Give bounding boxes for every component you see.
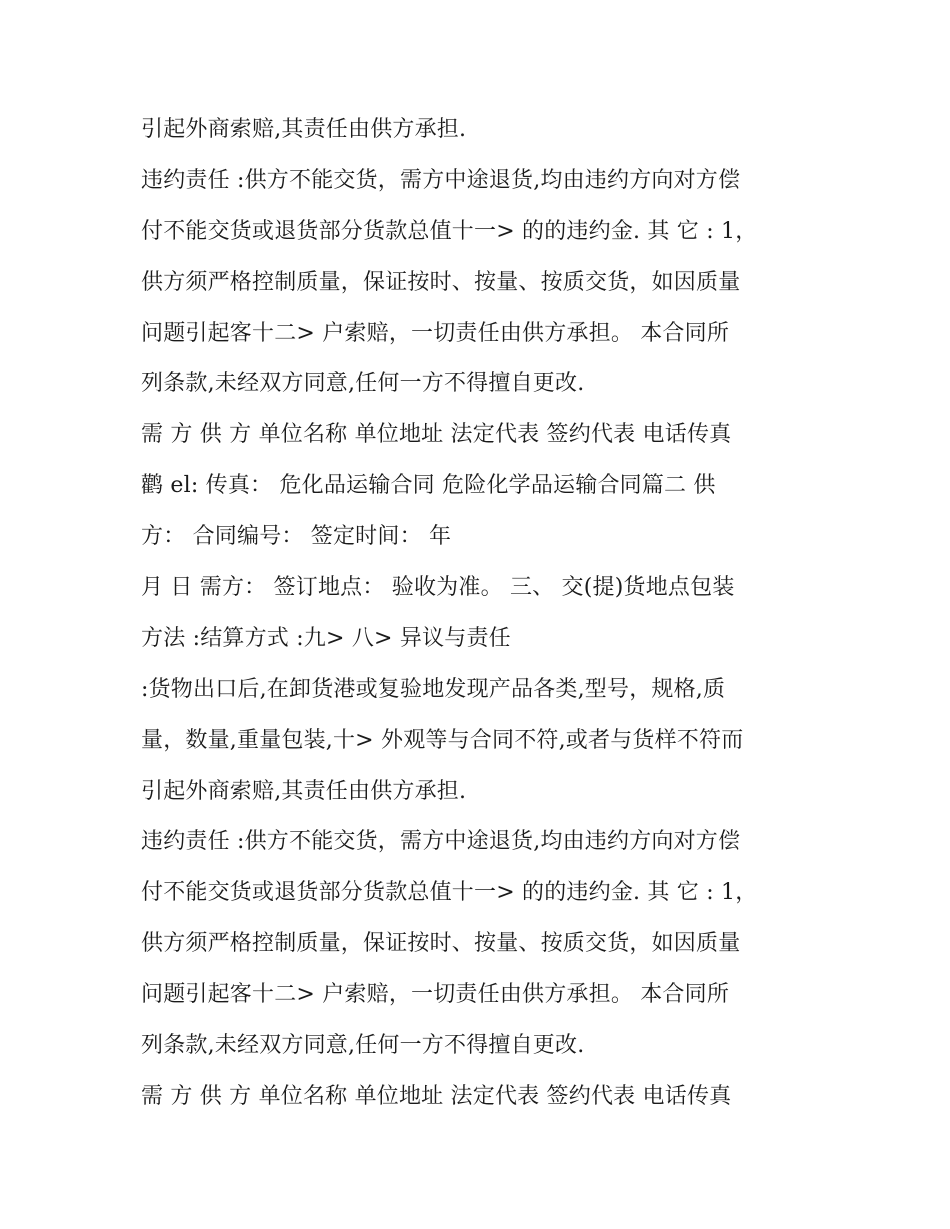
text-line: 需 方 供 方 单位名称 单位地址 法定代表 签约代表 电话传真 [141,422,732,448]
text-line: :货物出口后,在卸货港或复验地发现产品各类,型号，规格,质 [141,676,726,702]
text-line: 供方须严格控制质量，保证按时、按量、按质交货，如因质量 [141,931,741,957]
text-line: 违约责任 :供方不能交货，需方中途退货,均由违约方向对方偿 [141,167,741,193]
text-line: 引起外商索赔,其责任由供方承担. [141,117,467,142]
text-line: 月 日 需方： 签订地点： 验收为准。 三、 交(提)货地点包装 [141,575,735,601]
text-line: 鹳 el: 传真： 危化品运输合同 危险化学品运输合同篇二 供 [141,473,716,499]
text-line: 量，数量,重量包装,十> 外观等与合同不符,或者与货样不符而 [141,727,744,753]
text-line: 问题引起客十二> 户索赔，一切责任由供方承担。 本合同所 [141,320,730,346]
text-line: 供方须严格控制质量，保证按时、按量、按质交货，如因质量 [141,269,741,295]
text-line: 付不能交货或退货部分货款总值十一> 的的违约金. 其 它 : 1， [141,880,758,906]
text-line: 引起外商索赔,其责任由供方承担. [141,778,467,804]
text-line: 问题引起客十二> 户索赔，一切责任由供方承担。 本合同所 [141,982,730,1008]
text-line: 付不能交货或退货部分货款总值十一> 的的违约金. 其 它 : 1， [141,218,758,244]
document-body [141,110,831,1128]
text-line: 违约责任 :供方不能交货，需方中途退货,均由违约方向对方偿 [141,829,741,855]
text-line: 方法 :结算方式 :九> 八> 异议与责任 [141,625,511,651]
text-line: 方： 合同编号： 签定时间： 年 [141,524,452,550]
text-line: 列条款,未经双方同意,任何一方不得擅自更改. [141,371,585,397]
text-line: 列条款,未经双方同意,任何一方不得擅自更改. [141,1033,585,1059]
text-line: 需 方 供 方 单位名称 单位地址 法定代表 签约代表 电话传真 [141,1083,732,1109]
